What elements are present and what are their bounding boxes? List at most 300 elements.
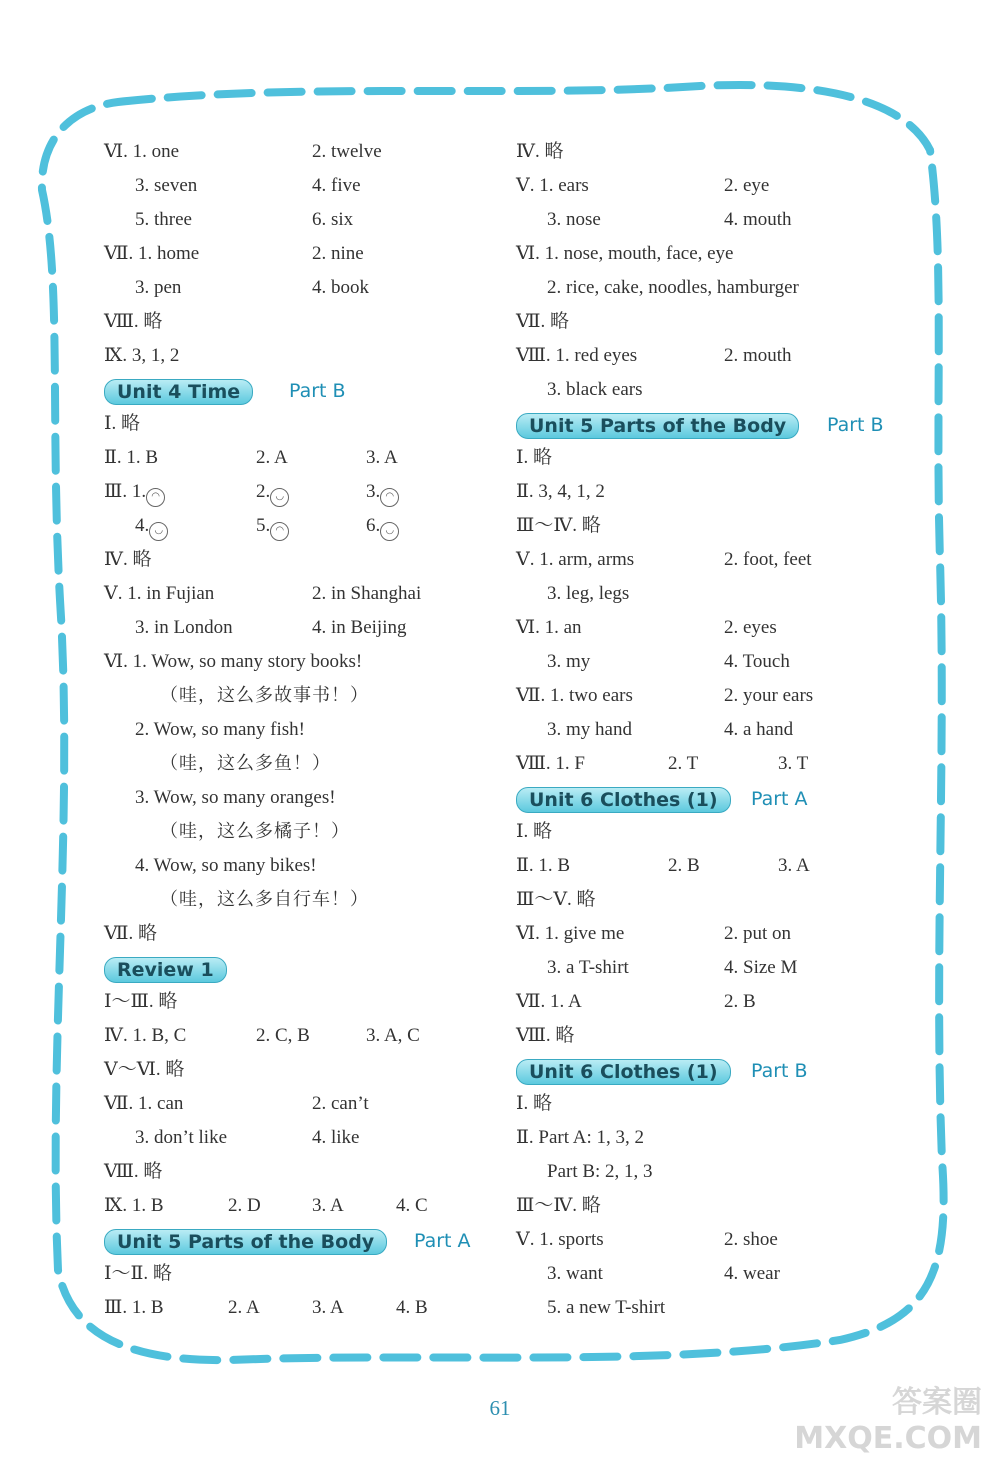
answer-text: 4. in Beijing bbox=[312, 617, 407, 638]
sad-face-icon: ◠ bbox=[380, 488, 399, 507]
answer-text: Ⅵ. 1. Wow, so many story books! bbox=[104, 651, 363, 672]
answer-item bbox=[135, 509, 168, 543]
answer-line bbox=[104, 713, 504, 747]
answer-item bbox=[516, 237, 734, 271]
answer-text: 3. T bbox=[778, 753, 809, 774]
answer-line bbox=[104, 509, 504, 543]
answer-text: Ⅷ. 略 bbox=[104, 311, 163, 332]
answer-item bbox=[104, 577, 214, 611]
answer-line bbox=[104, 1019, 504, 1053]
page-number: 61 bbox=[489, 1396, 511, 1420]
answer-line bbox=[516, 203, 916, 237]
answer-text: 5. a new T-shirt bbox=[547, 1297, 666, 1318]
answer-text: Ⅶ. 略 bbox=[516, 311, 570, 332]
answer-line bbox=[104, 781, 504, 815]
answer-line bbox=[516, 305, 916, 339]
answer-text: Ⅸ. 3, 1, 2 bbox=[104, 345, 180, 366]
answer-text: 2. eyes bbox=[724, 617, 777, 638]
answer-text: 5. three bbox=[135, 209, 192, 230]
answer-text: 4. B bbox=[396, 1297, 428, 1318]
answer-text: Ⅰ～Ⅲ. 略 bbox=[104, 991, 178, 1012]
answer-item bbox=[668, 747, 698, 781]
answer-text: 3. bbox=[366, 481, 381, 502]
answer-text: Ⅱ. 1. B bbox=[516, 855, 571, 876]
happy-face-icon: ◡ bbox=[149, 522, 168, 541]
answer-text: 3. don’t like bbox=[135, 1127, 228, 1148]
answer-item bbox=[724, 645, 790, 679]
answer-line bbox=[516, 271, 916, 305]
answer-item bbox=[547, 373, 642, 407]
answer-line bbox=[516, 1291, 916, 1325]
answer-line bbox=[516, 1121, 916, 1155]
answer-item bbox=[516, 917, 624, 951]
answer-line bbox=[104, 407, 504, 441]
answer-text: Ⅱ. Part A: 1, 3, 2 bbox=[516, 1127, 644, 1148]
answer-text: 3. A bbox=[312, 1195, 344, 1216]
unit-title-pill: Unit 5 Parts of the Body bbox=[516, 413, 799, 439]
answer-text: Ⅵ. 1. give me bbox=[516, 923, 625, 944]
answer-line bbox=[516, 1087, 916, 1121]
answer-line bbox=[516, 815, 916, 849]
answer-item bbox=[516, 747, 585, 781]
answer-text: （哇，这么多橘子！） bbox=[160, 821, 350, 842]
answer-text: 5. bbox=[256, 515, 271, 536]
answer-item bbox=[724, 679, 813, 713]
watermark bbox=[794, 1385, 982, 1457]
part-label: Part A bbox=[414, 1230, 471, 1252]
answer-text: 3. pen bbox=[135, 277, 182, 298]
watermark-line1: 答案圈 bbox=[892, 1385, 982, 1420]
answer-text: 3. leg, legs bbox=[547, 583, 630, 604]
answer-item bbox=[366, 475, 399, 509]
answer-text: 2. Wow, so many fish! bbox=[135, 719, 305, 740]
answer-text: Ⅱ. 1. B bbox=[104, 447, 159, 468]
section-header bbox=[516, 781, 916, 815]
section-header bbox=[516, 1053, 916, 1087]
answer-item bbox=[516, 1121, 644, 1155]
answer-text: 3. black ears bbox=[547, 379, 643, 400]
answer-text: Ⅰ. 略 bbox=[516, 821, 553, 842]
answer-item bbox=[160, 679, 369, 713]
answer-text: Ⅴ. 1. sports bbox=[516, 1229, 604, 1250]
answer-item bbox=[516, 883, 596, 917]
answer-text: 4. Touch bbox=[724, 651, 790, 672]
answer-text: Ⅲ～Ⅳ. 略 bbox=[516, 515, 601, 536]
answer-line bbox=[516, 135, 916, 169]
answer-text: 2. in Shanghai bbox=[312, 583, 422, 604]
answer-item bbox=[104, 1257, 172, 1291]
answer-text: （哇，这么多故事书！） bbox=[160, 685, 369, 706]
answer-item bbox=[104, 1019, 186, 1053]
happy-face-icon: ◡ bbox=[380, 522, 399, 541]
answer-line bbox=[516, 1155, 916, 1189]
answer-text: 3. Wow, so many oranges! bbox=[135, 787, 336, 808]
answer-item bbox=[724, 917, 791, 951]
answer-line bbox=[104, 1087, 504, 1121]
answer-line bbox=[104, 441, 504, 475]
answer-line bbox=[516, 441, 916, 475]
answer-text: Ⅶ. 略 bbox=[104, 923, 158, 944]
answer-text: 3. A bbox=[366, 447, 398, 468]
answer-item bbox=[312, 271, 369, 305]
answer-line bbox=[516, 1223, 916, 1257]
answer-text: Ⅲ. 1. B bbox=[104, 1297, 164, 1318]
answer-text: 2. B bbox=[724, 991, 756, 1012]
answer-text: 3. want bbox=[547, 1263, 603, 1284]
answer-item bbox=[516, 135, 563, 169]
answer-item bbox=[516, 305, 569, 339]
answer-line bbox=[104, 917, 504, 951]
answer-text: Ⅵ. 1. nose, mouth, face, eye bbox=[516, 243, 734, 264]
part-label: Part A bbox=[751, 788, 808, 810]
answer-text: 3. A bbox=[312, 1297, 344, 1318]
translation-line bbox=[104, 679, 504, 713]
answer-line bbox=[516, 169, 916, 203]
answer-text: 3. a T-shirt bbox=[547, 957, 629, 978]
answer-text: Ⅴ. 1. arm, arms bbox=[516, 549, 635, 570]
unit-title-pill: Unit 6 Clothes (1) bbox=[516, 787, 731, 813]
answer-item bbox=[724, 543, 812, 577]
answer-item bbox=[724, 1257, 780, 1291]
answer-item bbox=[724, 203, 792, 237]
answer-item bbox=[228, 1189, 261, 1223]
answer-text: Ⅷ. 1. red eyes bbox=[516, 345, 638, 366]
answer-item bbox=[547, 577, 629, 611]
answer-text: 4. like bbox=[312, 1127, 360, 1148]
answer-item bbox=[135, 781, 336, 815]
answer-item bbox=[778, 849, 810, 883]
answer-item bbox=[104, 543, 151, 577]
answer-line bbox=[516, 577, 916, 611]
answer-text: 4. book bbox=[312, 277, 369, 298]
answer-item bbox=[135, 169, 197, 203]
section-header bbox=[104, 1223, 504, 1257]
answer-item bbox=[256, 441, 288, 475]
answer-line bbox=[104, 1291, 504, 1325]
answer-item bbox=[135, 611, 233, 645]
answer-text: 2. T bbox=[668, 753, 699, 774]
answer-item bbox=[312, 237, 364, 271]
answer-text: Ⅴ. 1. in Fujian bbox=[104, 583, 215, 604]
answer-line bbox=[516, 373, 916, 407]
answer-text: 2. bbox=[256, 481, 271, 502]
answer-text: Ⅲ. 1. bbox=[104, 481, 147, 502]
answer-item bbox=[104, 917, 157, 951]
answer-item bbox=[724, 1223, 778, 1257]
happy-face-icon: ◡ bbox=[270, 488, 289, 507]
answer-item bbox=[160, 883, 369, 917]
answer-text: 6. six bbox=[312, 209, 354, 230]
answer-text: Ⅸ. 1. B bbox=[104, 1195, 164, 1216]
answer-item bbox=[104, 985, 177, 1019]
answer-line bbox=[516, 475, 916, 509]
answer-item bbox=[724, 951, 797, 985]
answer-text: 2. rice, cake, noodles, hamburger bbox=[547, 277, 799, 298]
answer-line bbox=[104, 1155, 504, 1189]
part-label: Part B bbox=[751, 1060, 808, 1082]
answer-text: 4. five bbox=[312, 175, 361, 196]
answer-line bbox=[104, 645, 504, 679]
answer-item bbox=[312, 1189, 344, 1223]
answer-item bbox=[135, 203, 192, 237]
answer-item bbox=[396, 1291, 428, 1325]
unit-title-pill: Unit 4 Time bbox=[104, 379, 253, 405]
answer-line bbox=[516, 883, 916, 917]
answer-text: 2. shoe bbox=[724, 1229, 778, 1250]
answer-item bbox=[516, 1223, 604, 1257]
answer-text: Ⅲ～Ⅳ. 略 bbox=[516, 1195, 601, 1216]
answer-item bbox=[135, 713, 305, 747]
sad-face-icon: ◠ bbox=[146, 488, 165, 507]
answer-text: Ⅴ～Ⅵ. 略 bbox=[104, 1059, 185, 1080]
answer-text: Ⅶ. 1. home bbox=[104, 243, 200, 264]
answer-text: Ⅳ. 略 bbox=[104, 549, 152, 570]
answer-text: 3. A, C bbox=[366, 1025, 420, 1046]
answer-text: Ⅴ. 1. ears bbox=[516, 175, 589, 196]
answer-line bbox=[104, 305, 504, 339]
answer-text: 4. Size M bbox=[724, 957, 798, 978]
answer-item bbox=[312, 577, 421, 611]
answer-item bbox=[724, 169, 769, 203]
answer-text: Ⅰ. 略 bbox=[516, 1093, 553, 1114]
answer-item bbox=[516, 1189, 601, 1223]
answer-text: 4. a hand bbox=[724, 719, 794, 740]
answer-item bbox=[160, 815, 350, 849]
answer-line bbox=[104, 985, 504, 1019]
answer-item bbox=[516, 849, 570, 883]
answer-line bbox=[516, 237, 916, 271]
answer-text: Ⅰ. 略 bbox=[104, 413, 141, 434]
answer-line bbox=[516, 645, 916, 679]
answer-text: Ⅰ～Ⅱ. 略 bbox=[104, 1263, 172, 1284]
answer-line bbox=[104, 1189, 504, 1223]
answer-text: 2. mouth bbox=[724, 345, 792, 366]
answer-text: 6. bbox=[366, 515, 381, 536]
answer-item bbox=[724, 713, 793, 747]
answer-text: 2. foot, feet bbox=[724, 549, 812, 570]
answer-item bbox=[135, 1121, 227, 1155]
answer-text: （哇，这么多鱼！） bbox=[160, 753, 331, 774]
answer-text: Ⅱ. 3, 4, 1, 2 bbox=[516, 481, 605, 502]
unit-title-pill: Unit 5 Parts of the Body bbox=[104, 1229, 387, 1255]
answer-text: Ⅶ. 1. two ears bbox=[516, 685, 633, 706]
answer-line bbox=[516, 849, 916, 883]
answer-line bbox=[516, 611, 916, 645]
answer-text: Ⅷ. 略 bbox=[516, 1025, 575, 1046]
answer-text: 4. mouth bbox=[724, 209, 792, 230]
unit-title-pill: Review 1 bbox=[104, 957, 227, 983]
answer-item bbox=[312, 1087, 369, 1121]
translation-line bbox=[104, 883, 504, 917]
part-label: Part B bbox=[827, 414, 884, 436]
answer-item bbox=[547, 1155, 653, 1189]
answer-text: Part B: 2, 1, 3 bbox=[547, 1161, 653, 1182]
answer-item bbox=[547, 645, 590, 679]
answer-text: 4. wear bbox=[724, 1263, 780, 1284]
answer-item bbox=[516, 985, 582, 1019]
answer-text: Ⅷ. 略 bbox=[104, 1161, 163, 1182]
answer-text: Ⅲ～Ⅴ. 略 bbox=[516, 889, 596, 910]
answer-item bbox=[516, 543, 634, 577]
answer-text: Ⅰ. 略 bbox=[516, 447, 553, 468]
answer-item bbox=[516, 1019, 574, 1053]
left-column bbox=[104, 135, 504, 1325]
answer-item bbox=[104, 441, 158, 475]
answer-item bbox=[547, 713, 632, 747]
answer-item bbox=[104, 135, 179, 169]
answer-item bbox=[366, 509, 399, 543]
answer-text: 3. seven bbox=[135, 175, 198, 196]
answer-line bbox=[516, 543, 916, 577]
answer-item bbox=[104, 1291, 164, 1325]
answer-item bbox=[104, 1155, 162, 1189]
answer-item bbox=[312, 611, 406, 645]
answer-text: 2. C, B bbox=[256, 1025, 310, 1046]
answer-item bbox=[516, 475, 605, 509]
answer-item bbox=[724, 611, 777, 645]
answer-line bbox=[516, 1257, 916, 1291]
answer-item bbox=[724, 339, 792, 373]
answer-line bbox=[104, 475, 504, 509]
answer-item bbox=[547, 1291, 665, 1325]
answer-text: 2. A bbox=[256, 447, 288, 468]
answer-line bbox=[104, 849, 504, 883]
answer-text: 2. A bbox=[228, 1297, 260, 1318]
answer-item bbox=[516, 169, 589, 203]
part-label: Part B bbox=[289, 380, 346, 402]
section-header bbox=[516, 407, 916, 441]
answer-text: Ⅵ. 1. one bbox=[104, 141, 180, 162]
answer-item bbox=[135, 271, 181, 305]
answer-text: Ⅶ. 1. A bbox=[516, 991, 582, 1012]
answer-line bbox=[104, 203, 504, 237]
answer-line bbox=[516, 339, 916, 373]
answer-text: Ⅳ. 1. B, C bbox=[104, 1025, 187, 1046]
answer-line bbox=[516, 951, 916, 985]
answer-item bbox=[516, 339, 637, 373]
answer-item bbox=[312, 1121, 360, 1155]
answer-item bbox=[104, 407, 140, 441]
unit-title-pill: Unit 6 Clothes (1) bbox=[516, 1059, 731, 1085]
answer-text: 2. twelve bbox=[312, 141, 382, 162]
answer-text: Ⅷ. 1. F bbox=[516, 753, 585, 774]
answer-text: 4. C bbox=[396, 1195, 428, 1216]
answer-item bbox=[104, 1053, 184, 1087]
answer-line bbox=[104, 339, 504, 373]
answer-item bbox=[104, 339, 179, 373]
answer-item bbox=[724, 985, 756, 1019]
answer-text: 2. D bbox=[228, 1195, 261, 1216]
answer-item bbox=[256, 509, 289, 543]
answer-item bbox=[668, 849, 700, 883]
answer-text: （哇，这么多自行车！） bbox=[160, 889, 369, 910]
answer-item bbox=[256, 1019, 310, 1053]
answer-line bbox=[516, 509, 916, 543]
answer-item bbox=[160, 747, 331, 781]
answer-item bbox=[312, 1291, 344, 1325]
answer-item bbox=[104, 475, 165, 509]
answer-item bbox=[516, 509, 601, 543]
answer-line bbox=[104, 271, 504, 305]
answer-text: 2. nine bbox=[312, 243, 364, 264]
answer-text: 3. my hand bbox=[547, 719, 632, 740]
answer-line bbox=[104, 543, 504, 577]
answer-item bbox=[104, 305, 162, 339]
answer-item bbox=[778, 747, 808, 781]
answer-text: 3. my bbox=[547, 651, 591, 672]
answer-item bbox=[104, 1189, 164, 1223]
answer-line bbox=[516, 679, 916, 713]
answer-line bbox=[104, 169, 504, 203]
answer-text: 4. Wow, so many bikes! bbox=[135, 855, 317, 876]
answer-item bbox=[547, 271, 799, 305]
answer-item bbox=[228, 1291, 260, 1325]
watermark-line2: MXQE.COM bbox=[794, 1421, 982, 1456]
answer-item bbox=[135, 849, 317, 883]
answer-text: Ⅶ. 1. can bbox=[104, 1093, 184, 1114]
answer-line bbox=[104, 237, 504, 271]
answer-item bbox=[104, 1087, 183, 1121]
answer-text: 3. in London bbox=[135, 617, 233, 638]
answer-text: 2. B bbox=[668, 855, 700, 876]
answer-item bbox=[396, 1189, 428, 1223]
answer-text: Ⅵ. 1. an bbox=[516, 617, 582, 638]
answer-text: 2. put on bbox=[724, 923, 792, 944]
answer-text: Ⅳ. 略 bbox=[516, 141, 564, 162]
answer-item bbox=[366, 1019, 420, 1053]
answer-line bbox=[104, 1053, 504, 1087]
answer-text: 4. bbox=[135, 515, 150, 536]
answer-item bbox=[104, 237, 199, 271]
answer-line bbox=[516, 1189, 916, 1223]
answer-text: 2. your ears bbox=[724, 685, 814, 706]
answer-item bbox=[547, 1257, 603, 1291]
answer-item bbox=[312, 203, 353, 237]
answer-line bbox=[104, 135, 504, 169]
answer-text: 3. nose bbox=[547, 209, 601, 230]
answer-item bbox=[312, 169, 361, 203]
answer-item bbox=[516, 1087, 552, 1121]
answer-item bbox=[366, 441, 398, 475]
answer-text: 2. can’t bbox=[312, 1093, 369, 1114]
answer-line bbox=[516, 917, 916, 951]
translation-line bbox=[104, 815, 504, 849]
answer-line bbox=[104, 1257, 504, 1291]
answer-line bbox=[104, 1121, 504, 1155]
answer-line bbox=[516, 713, 916, 747]
section-header bbox=[104, 951, 504, 985]
answer-item bbox=[547, 951, 629, 985]
answer-item bbox=[516, 679, 633, 713]
answer-line bbox=[516, 985, 916, 1019]
translation-line bbox=[104, 747, 504, 781]
answer-item bbox=[516, 611, 582, 645]
answer-item bbox=[256, 475, 289, 509]
answer-line bbox=[516, 1019, 916, 1053]
answer-text: 3. A bbox=[778, 855, 810, 876]
answer-line bbox=[104, 577, 504, 611]
answer-line bbox=[104, 611, 504, 645]
section-header bbox=[104, 373, 504, 407]
answer-line bbox=[516, 747, 916, 781]
answer-item bbox=[516, 815, 552, 849]
sad-face-icon: ◠ bbox=[270, 522, 289, 541]
answer-item bbox=[516, 441, 552, 475]
answer-item bbox=[104, 645, 362, 679]
answer-text: 2. eye bbox=[724, 175, 770, 196]
right-column bbox=[516, 135, 916, 1325]
answer-item bbox=[547, 203, 601, 237]
